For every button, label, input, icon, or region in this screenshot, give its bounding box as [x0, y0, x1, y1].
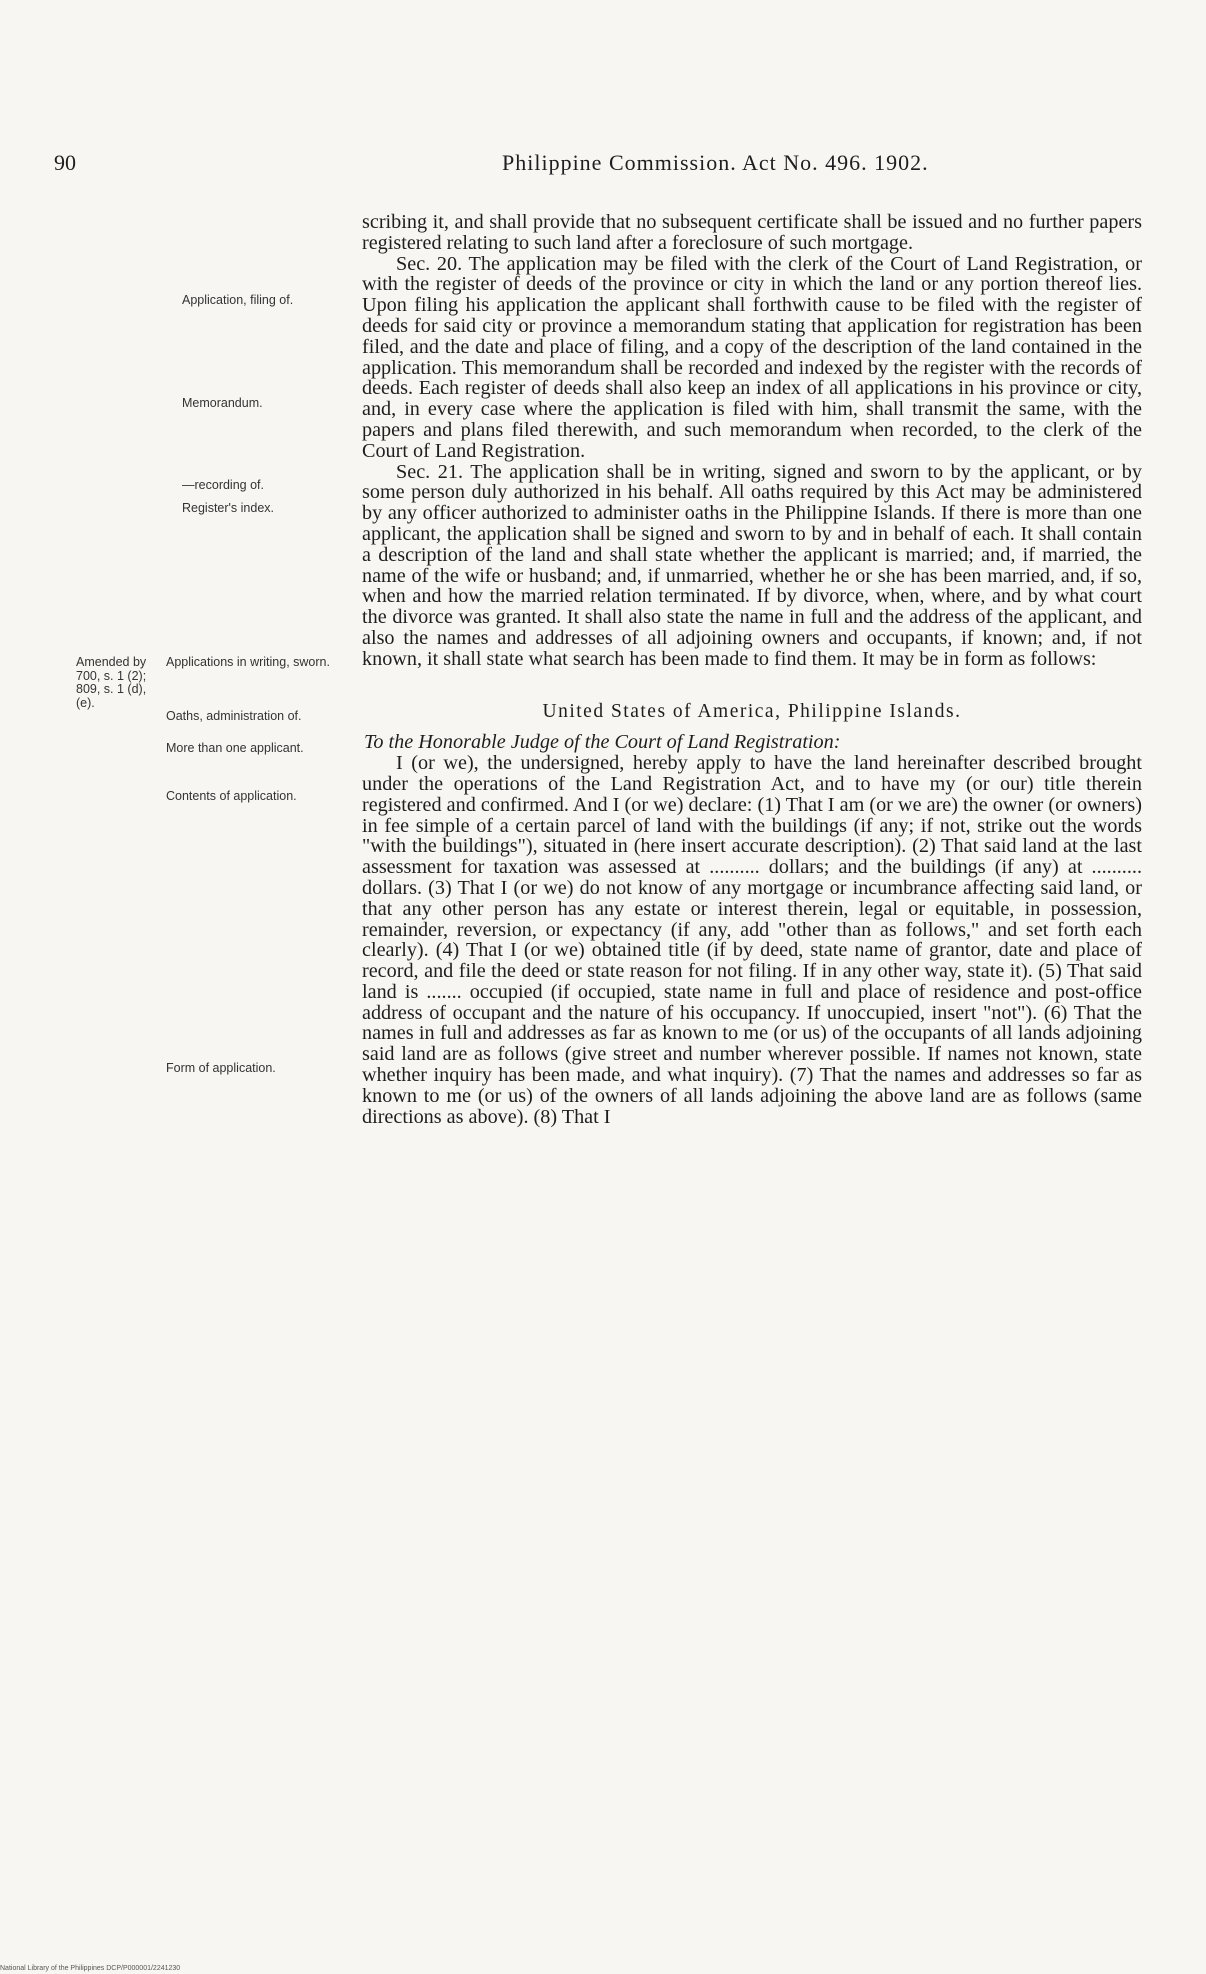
margin-note-memorandum: Memorandum.	[182, 396, 263, 410]
section-20: Sec. 20. The application may be filed with the clerk of the Court of Land Registration, or with the register of deeds of the province or city in which the land or any portion thereof lies. Upon filing his application the applicant shall forthwith cause to be filed with the register of deeds for said city or province a memorandum stating that application for registration has been filed, and the date and place of filing, and a copy of the description of the land contained in the application. This memorandum shall be recorded and indexed by the register with the records of deeds. Each register of deeds shall also keep an index of all applications in his province or city, and, in every case where the application is filed with him, shall transmit the same, with the papers and plans filed therewith, and such memorandum when recorded, to the clerk of the Court of Land Registration.	[362, 252, 1142, 462]
scan-footer: National Library of the Philippines DCP/P000001/2241230	[0, 1965, 181, 1972]
margin-note-oaths: Oaths, administration of.	[166, 709, 302, 723]
margin-note-amended: Amended by 700, s. 1 (2); 809, s. 1 (d), (e).	[76, 655, 147, 710]
margin-note-applications-writing: Applications in writing, sworn.	[166, 655, 330, 669]
page-number: 90	[54, 150, 76, 175]
margin-note-form: Form of application.	[166, 1061, 276, 1075]
form-text: I (or we), the undersigned, hereby apply to have the land hereinafter described brought under the operations of the Land Registration Act, and to have my (or our) title therein registered and confirmed. And I (or we) declare: (1) That I am (or we are) the owner (or owners) in fee simple of a certain parcel of land with the buildings (if any; if not, strike out the words "with the buildings"), situated in (here insert accurate description). (2) That said land at the last assessment for taxation was assessed at .......... dollars; and the buildings (if any) at .......... dollars. (3) That I (or we) do not know of any mortgage or incumbrance affecting said land, or that any other person has any estate or interest therein, legal or equitable, in possession, remainder, reversion, or expectancy (if any, add "other than as follows," and set forth each clearly). (4) That I (or we) obtained title (if by deed, state name of grantor, date and place of record, and file the deed or state reason for not filing. If in any other way, state it). (5) That said land is ....... occupied (if occupied, state name in full and place of residence and post-office address of occupant and the nature of his occupancy. If unoccupied, insert "not"). (6) That the names in full and addresses as far as known to me (or us) of the occupants of all lands adjoining said land are as follows (give street and number wherever possible. If names not known, state whether inquiry has been made, and what inquiry). (7) That the names and addresses so far as known to me (or us) of the owners of all lands adjoining the above land are as follows (same directions as above). (8) That I	[362, 752, 1142, 1128]
section-21: Sec. 21. The application shall be in writing, signed and sworn to by the applicant, or by some person duly authorized in his behalf. All oaths required by this Act may be administered by any officer authorized to administer oaths in the Philippine Islands. If there is more than one applicant, the application shall be signed and sworn to by and in behalf of each. It shall contain a description of the land and shall state whether the applicant is married; and, if married, the name of the wife or husband; and, if unmarried, whether he or she has been married, and, if so, when and how the married relation terminated. If by divorce, when, where, and by what court the divorce was granted. It shall also state the name in full and the address of the applicant, and also the names and addresses of all adjoining owners and occupants, if known; and, if not known, it shall state what search has been made to find them. It may be in form as follows:	[362, 460, 1142, 670]
main-text	[362, 212, 1142, 1127]
form-heading: United States of America, Philippine Islands.	[542, 700, 962, 722]
margin-note-contents: Contents of application.	[166, 789, 297, 803]
continuation-paragraph: scribing it, and shall provide that no subsequent certificate shall be issued and no further papers registered relating to such land after a foreclosure of such mortgage.	[362, 211, 1142, 254]
margin-note-recording: —recording of.	[182, 478, 264, 492]
margin-note-more-than-one: More than one applicant.	[166, 741, 304, 755]
margin-note-registers-index: Register's index.	[182, 501, 275, 515]
form-address: To the Honorable Judge of the Court of Land Registration:	[364, 731, 841, 754]
running-head: Philippine Commission. Act No. 496. 1902.	[502, 150, 929, 175]
margin-note-application-filing: Application, filing of.	[182, 293, 294, 307]
